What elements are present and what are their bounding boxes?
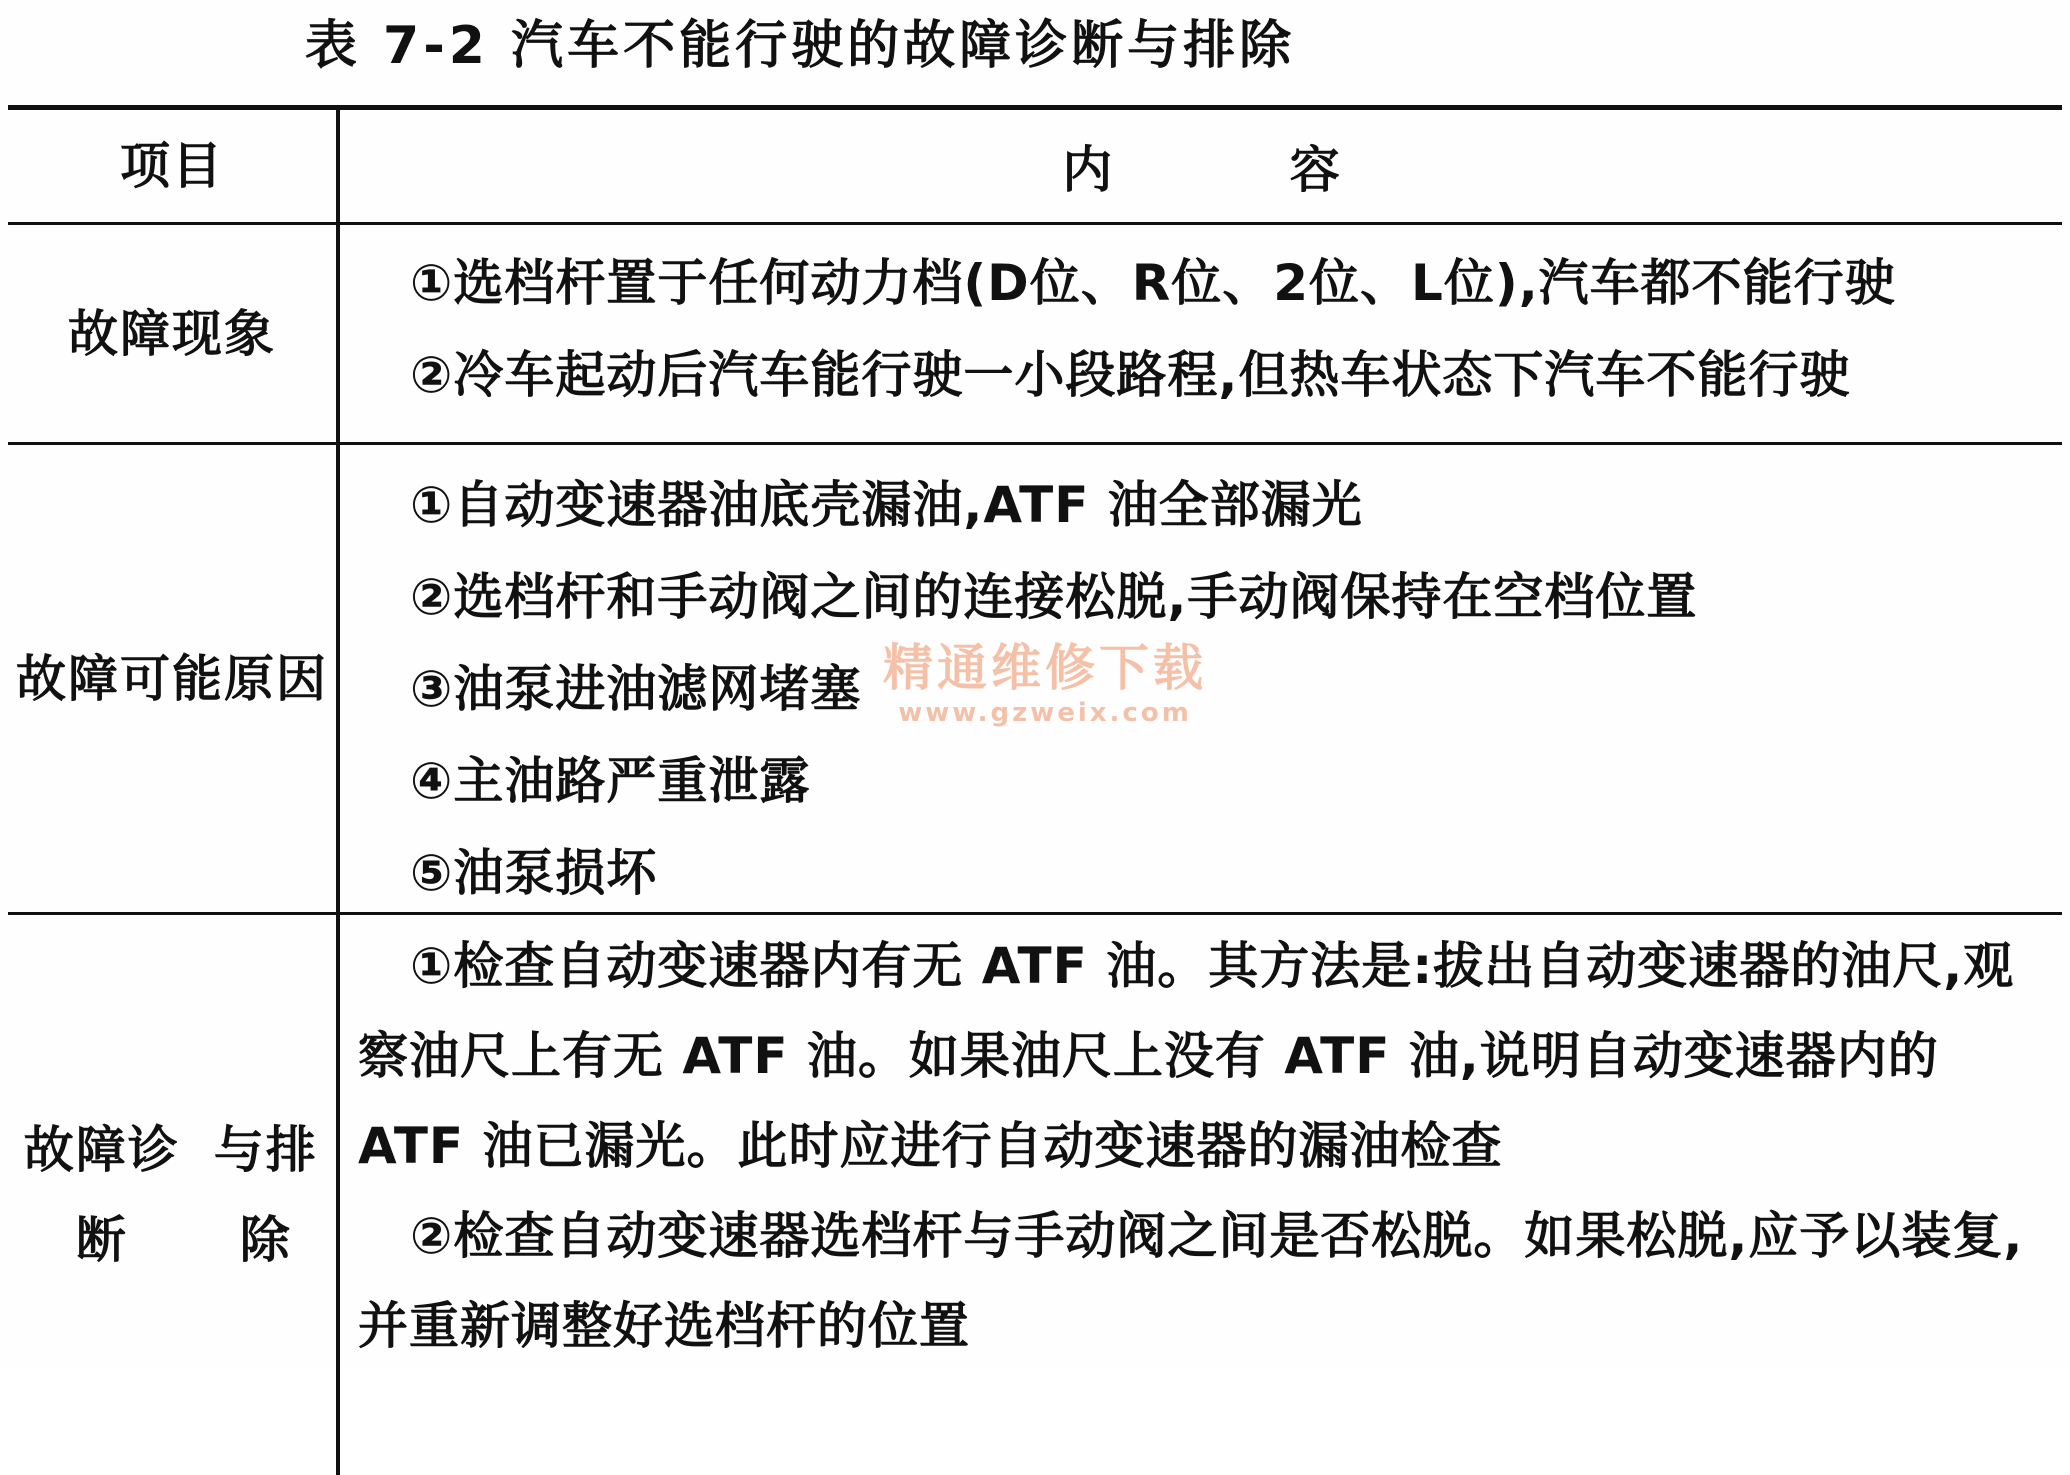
header-content-label: 内 容 [1062, 141, 1420, 199]
row-label-causes [8, 445, 340, 912]
row-content-symptoms [340, 225, 2062, 442]
diagnosis-table [8, 105, 2062, 1475]
row-label-symptoms [8, 225, 340, 442]
list-item: ②冷车起动后汽车能行驶一小段路程,但热车状态下汽车不能行驶 [410, 346, 1851, 404]
row-label-line: 与排除 [213, 1121, 318, 1269]
header-content-cell [340, 110, 2062, 222]
watermark-url: www.gzweix.com [898, 698, 1192, 728]
diagnosis-step: ②检查自动变速器选档杆与手动阀之间是否松脱。如果松脱,应予以装复,并重新调整好选档杆的位置 [358, 1207, 2024, 1355]
table-header-row [8, 110, 2062, 225]
table-caption: 表 7-2 汽车不能行驶的故障诊断与排除 [304, 16, 1296, 76]
list-item: ②选档杆和手动阀之间的连接松脱,手动阀保持在空档位置 [410, 568, 1698, 626]
list-item: ①选档杆置于任何动力档(D位、R位、2位、L位),汽车都不能行驶 [410, 254, 1896, 312]
row-label-line: 故障可能 [16, 649, 224, 708]
row-label-line: 故障诊断 [23, 1121, 180, 1269]
row-label-line: 原因 [224, 649, 328, 708]
table-row-causes [8, 445, 2062, 915]
diagnosis-step: ①检查自动变速器内有无 ATF 油。其方法是:拔出自动变速器的油尺,观察油尺上有无 ATF 油。如果油尺上没有 ATF 油,说明自动变速器内的 ATF 油已漏光。此时应进行自动变速器的漏油检查 [358, 937, 2015, 1175]
table-row-diagnosis [8, 915, 2062, 1475]
row-label-diagnosis [8, 915, 340, 1475]
row-content-diagnosis [340, 915, 2062, 1475]
table-row-symptoms [8, 225, 2062, 445]
list-item: ③油泵进油滤网堵塞 [410, 660, 862, 718]
row-label-line: 故障现象 [68, 304, 276, 363]
list-item: ④主油路严重泄露 [410, 752, 811, 810]
list-item: ①自动变速器油底壳漏油,ATF 油全部漏光 [410, 476, 1363, 534]
header-item-label: 项目 [8, 110, 340, 222]
list-item: ⑤油泵损坏 [410, 844, 658, 902]
row-content-causes [340, 445, 2062, 912]
watermark-title: 精通维修下载 [883, 639, 1207, 697]
